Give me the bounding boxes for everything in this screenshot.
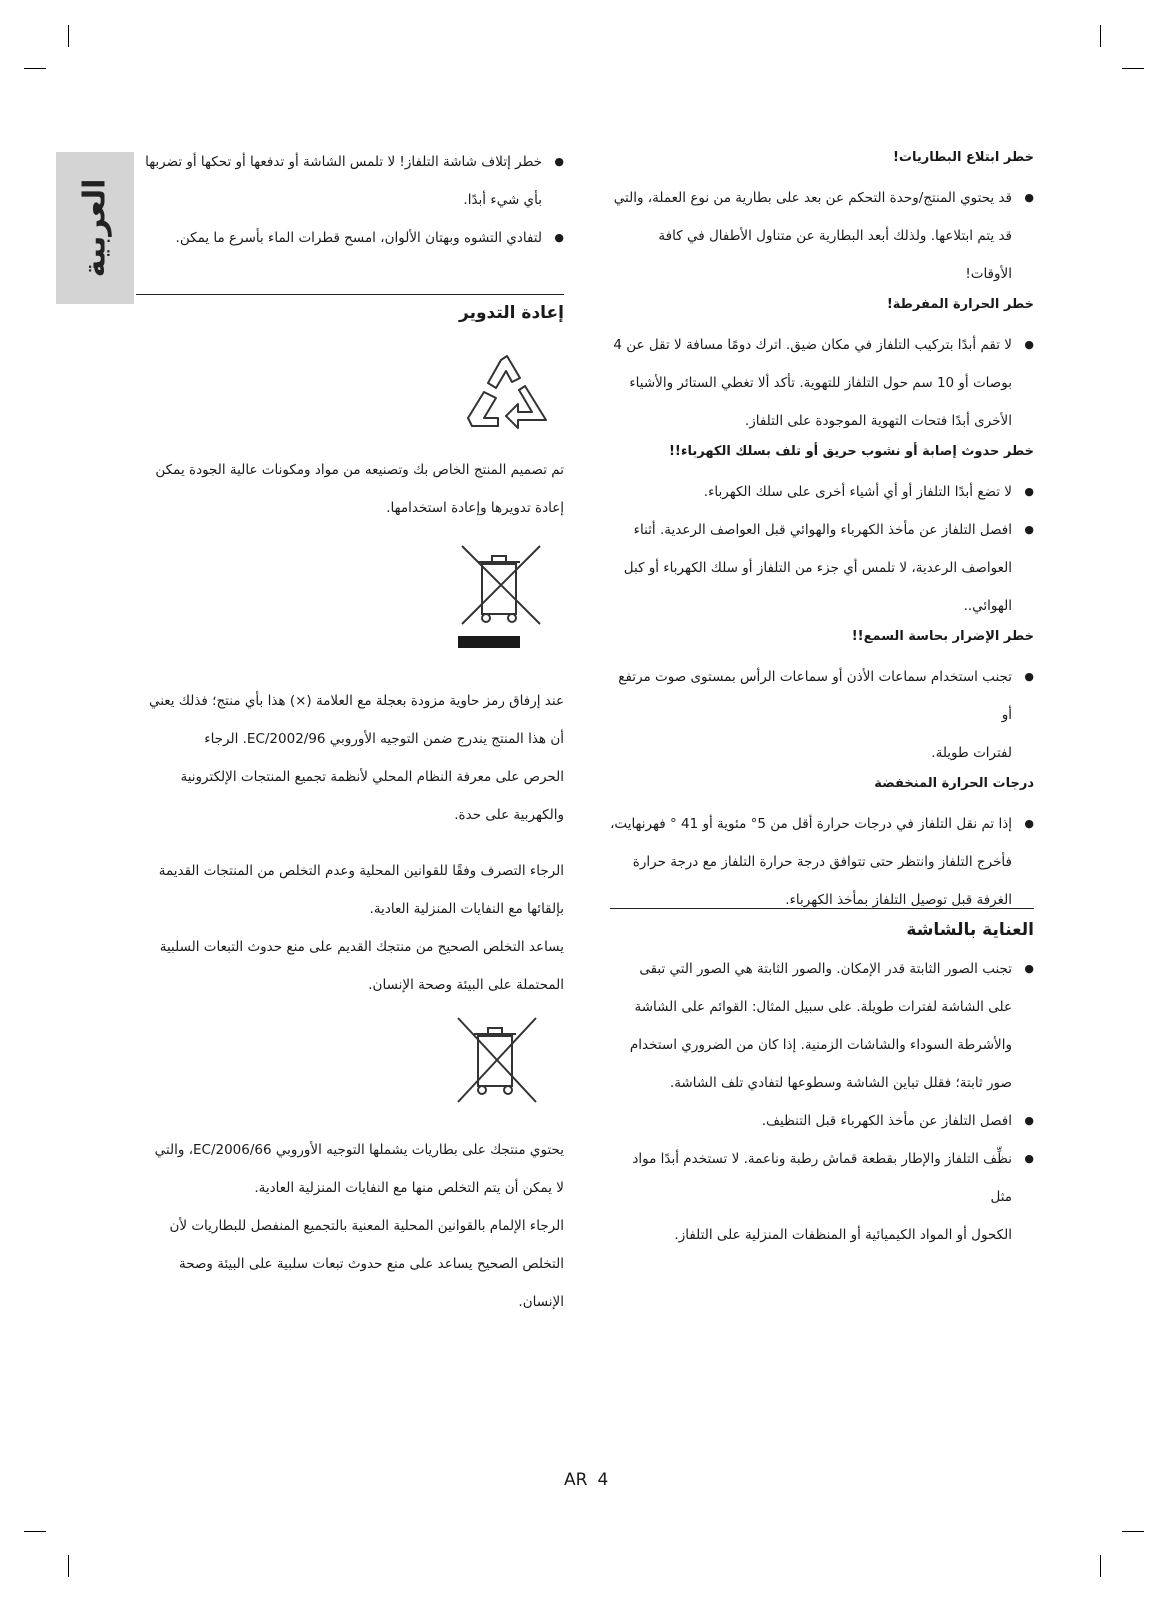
crop-mark [1100,25,1101,47]
list-item: ● افصل التلفاز عن مأخذ الكهرباء والهوائي قبل العواصف الرعدية. أثناء العواصف الرعدية، لا تلمس أي جزء من التلفاز أو سلك الكهرباء أو كبل الهوائي.. [610,511,1034,625]
paragraph: يحتوي منتجك على بطاريات يشملها التوجيه الأوروبي EC/2006/66، والتي لا يمكن أن يتم التخلص منها مع النفايات المنزلية العادية. [154,1142,564,1196]
list-item: ● لا تضع أبدًا التلفاز أو أي أشياء أخرى على سلك الكهرباء. [610,473,1034,511]
paragraph: يساعد التخلص الصحيح من منتجك القديم على منع حدوث التبعات السلبية المحتملة على البيئة وصحة الإنسان. [159,939,564,993]
paragraph: عند إرفاق رمز حاوية مزودة بعجلة مع العلامة (×) هذا بأي منتج؛ فذلك يعني أن هذا المنتج يندرج ضمن التوجيه الأوروبي EC/2002/96. الرجاء الحرص على معرفة النظام المحلي لأنظمة تجميع المنتجات الإلكترونية والكهربية على حدة. [148,693,564,823]
list-item: ● قد يحتوي المنتج/وحدة التحكم عن بعد على بطارية من نوع العملة، والتي قد يتم ابتلاعها. ولذلك أبعد البطارية عن متناول الأطفال في كافة الأوقات! [610,179,1034,293]
section-title-screen-care: العناية بالشاشة [906,920,1034,940]
heading-low-temperature: درجات الحرارة المنخفضة [874,776,1034,791]
list-item: ● تجنب الصور الثابتة قدر الإمكان. والصور الثابتة هي الصور التي تبقى على الشاشة لفترات طويلة. على سبيل المثال: القوائم على الشاشة والأشرطة السوداء والشاشات الزمنية. إذا كان من الضروري استخدام صور ثابتة؛ فقلل تباين الشاشة وسطوعها لتفادي تلف الشاشة. [610,950,1034,1102]
recycling-title-block [136,303,564,323]
page-number: 4 [597,1470,609,1490]
section-title-recycling: إعادة التدوير [459,303,564,323]
battery-info [136,1131,564,1321]
list-item: ● تجنب استخدام سماعات الأذن أو سماعات الرأس بمستوى صوت مرتفع أو لفترات طويلة. [610,658,1034,772]
list-item: ● لتفادي التشوه وبهتان الألوان، امسح قطرات الماء بأسرع ما يمكن. [136,219,564,257]
recycle-icon [462,350,552,438]
crossed-out-bin-icon [452,1016,542,1104]
paragraph: تم تصميم المنتج الخاص بك وتصنيعه من مواد ومكونات عالية الجودة يمكن إعادة تدويرها وإعادة استخدامها. [155,462,564,516]
crop-mark [68,25,69,47]
crop-mark [1100,1555,1101,1577]
paragraph: الرجاء التصرف وفقًا للقوانين المحلية وعدم التخلص من المنتجات القديمة بإلقائها مع النفايات المنزلية العادية. [158,863,564,917]
language-code: AR [564,1470,588,1490]
left-column-top [136,143,564,257]
section-divider [610,908,1034,909]
crossed-out-bin-icon [456,544,546,648]
heading-hearing-damage: خطر الإضرار بحاسة السمع!! [851,629,1034,644]
recycling-intro [136,451,564,527]
weee-info [136,682,564,1004]
language-tab-label: العربية [77,178,113,278]
language-tab [56,152,134,304]
page-footer [564,1470,618,1490]
crop-mark [24,68,46,69]
list-item: ● نظِّف التلفاز والإطار بقطعة قماش رطبة وناعمة. لا تستخدم أبدًا مواد مثل الكحول أو المواد الكيميائية أو المنظفات المنزلية على التلفاز. [610,1140,1034,1254]
heading-overheating: خطر الحرارة المفرطة! [886,297,1034,312]
list-item: ● خطر إتلاف شاشة التلفاز! لا تلمس الشاشة أو تدفعها أو تحكها أو تضربها بأي شيء أبدًا. [136,143,564,219]
list-item: ● افصل التلفاز عن مأخذ الكهرباء قبل التنظيف. [610,1102,1034,1140]
section-divider [136,294,564,295]
crop-mark [1122,1531,1144,1532]
heading-battery-hazard: خطر ابتلاع البطاريات! [893,150,1034,165]
screen-care-section [610,920,1034,1254]
list-item: ● لا تقم أبدًا بتركيب التلفاز في مكان ضيق. اترك دومًا مسافة لا تقل عن 4 بوصات أو 10 سم حول التلفاز للتهوية. تأكد ألا تغطي الستائر والأشياء الأخرى أبدًا فتحات التهوية الموجودة على التلفاز. [610,326,1034,440]
paragraph: الرجاء الإلمام بالقوانين المحلية المعنية بالتجميع المنفصل للبطاريات لأن التخلص الصحيح يساعد على منع حدوث تبعات سلبية على البيئة وصحة الإنسان. [169,1218,564,1310]
heading-injury-fire: خطر حدوث إصابة أو نشوب حريق أو تلف بسلك الكهرباء!! [668,444,1034,459]
crop-mark [24,1531,46,1532]
right-column [610,150,1034,919]
crop-mark [68,1555,69,1577]
list-item: ● إذا تم نقل التلفاز في درجات حرارة أقل من 5° مئوية أو 41 ° فهرنهايت، فأخرج التلفاز وانتظر حتى تتوافق درجة حرارة التلفاز مع درجة حرارة الغرفة قبل توصيل التلفاز بمأخذ الكهرباء. [610,805,1034,919]
crop-mark [1122,68,1144,69]
